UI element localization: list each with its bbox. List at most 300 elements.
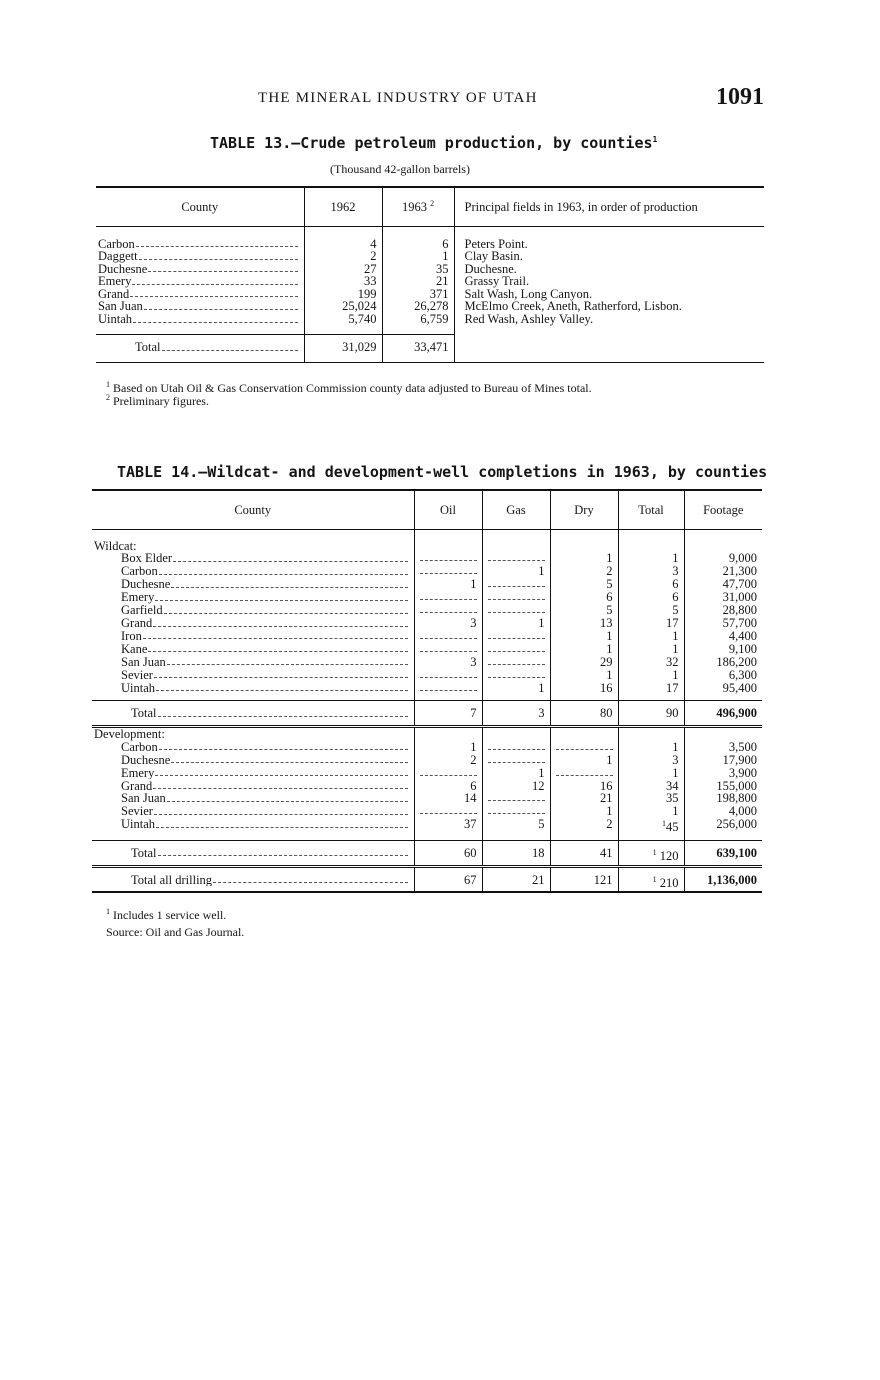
t14-total-value: 17 bbox=[666, 680, 679, 695]
t14-dry bbox=[550, 818, 618, 834]
t14-county bbox=[92, 656, 414, 669]
t14-gas bbox=[482, 818, 550, 834]
t14-county-leader bbox=[97, 818, 409, 831]
t14-header-dry: Dry bbox=[550, 490, 618, 530]
t14-county-leader bbox=[97, 643, 409, 656]
t14-wildcat-total-label-leader bbox=[97, 707, 409, 720]
t14-wildcat-total-gas: 3 bbox=[482, 701, 550, 727]
t14-oil-dash bbox=[420, 630, 477, 639]
t14-wildcat-total-total bbox=[618, 701, 684, 727]
t14-development-total-label bbox=[92, 840, 414, 866]
t14-county bbox=[92, 792, 414, 805]
t14-county-leader bbox=[97, 669, 409, 682]
t13-row bbox=[96, 250, 764, 263]
t14-oil-dash bbox=[420, 591, 477, 600]
t14-oil bbox=[414, 754, 482, 767]
t13-county-text: Duchesne bbox=[98, 262, 148, 276]
t13-spacer-cell bbox=[304, 326, 382, 335]
t14-county-leader bbox=[97, 565, 409, 578]
t13-1962 bbox=[304, 313, 382, 326]
t14-gas-value: 5 bbox=[538, 817, 545, 832]
t14-total-value: 35 bbox=[666, 791, 679, 806]
t14-footage: 4,400 bbox=[728, 628, 757, 643]
table13-title: TABLE 13.—Crude petroleum production, by counties$^1$ bbox=[210, 134, 658, 152]
t14-gas bbox=[482, 630, 550, 643]
t14-gas-dash bbox=[488, 754, 545, 763]
t14-row bbox=[92, 630, 762, 643]
t14-gas-dash bbox=[488, 792, 545, 801]
t14-row bbox=[92, 578, 762, 591]
t14-oil-dash bbox=[420, 643, 477, 652]
t14-gas bbox=[482, 780, 550, 793]
t14-footage: 95,400 bbox=[722, 680, 757, 695]
t13-fields: Peters Point. bbox=[464, 236, 528, 251]
table13 bbox=[96, 186, 764, 363]
t14-dry-value: 2 bbox=[606, 817, 613, 832]
t13-county-dots bbox=[132, 284, 297, 285]
t14-header-county: County bbox=[92, 490, 414, 530]
t13-county-text: Grand bbox=[98, 287, 130, 301]
t14-oil-value: 3 bbox=[470, 654, 477, 669]
t13-county-text: Carbon bbox=[98, 237, 135, 251]
t14-header-footage: Footage bbox=[703, 502, 744, 517]
t14-gas-value: 1 bbox=[538, 680, 545, 695]
t14-development-total-total-value: 120 bbox=[659, 848, 679, 863]
t14-section-label: Development: bbox=[92, 727, 414, 741]
t14-source: Source: Oil and Gas Journal. bbox=[106, 925, 245, 939]
t14-dry bbox=[550, 754, 618, 767]
t14-header-oil: Oil bbox=[414, 490, 482, 530]
t14-county-text: Duchesne bbox=[121, 753, 171, 767]
t14-county-text: Sevier bbox=[121, 668, 153, 682]
t14-development-total-gas: 18 bbox=[482, 840, 550, 866]
t13-county-leader bbox=[98, 275, 299, 288]
t14-county-dots bbox=[167, 801, 408, 802]
t14-spacer-cell bbox=[414, 530, 482, 540]
t14-development-total-footage: 639,100 bbox=[684, 840, 762, 866]
t14-footnote: $^1$ Includes 1 service well. bbox=[106, 907, 227, 922]
t13-total-row bbox=[96, 335, 764, 363]
t14-county-dots bbox=[156, 690, 407, 691]
t14-dry-value: 6 bbox=[606, 590, 613, 605]
t13-spacer-cell bbox=[96, 326, 304, 335]
t14-oil-dash bbox=[420, 552, 477, 561]
t14-spacer-cell bbox=[550, 530, 618, 540]
t14-county bbox=[92, 578, 414, 591]
t13-1962-value: 199 bbox=[357, 286, 377, 301]
t14-county-dots bbox=[153, 626, 407, 627]
t14-county-dots bbox=[143, 638, 408, 639]
t14-oil-value: 2 bbox=[470, 752, 477, 767]
t14-grand-total-oil: 67 bbox=[414, 866, 482, 892]
t14-dry-value: 16 bbox=[600, 778, 613, 793]
t14-county-dots bbox=[153, 788, 407, 789]
t13-county-text: Emery bbox=[98, 275, 132, 288]
t14-county-dots bbox=[156, 827, 407, 828]
t14-gas-dash bbox=[488, 805, 545, 814]
t14-oil-value: 1 bbox=[470, 739, 477, 754]
t14-gas-dash bbox=[488, 669, 545, 678]
t14-oil-value: 3 bbox=[470, 616, 477, 631]
t14-grand-total-label-text: Total all drilling bbox=[131, 873, 213, 887]
t13-county bbox=[96, 238, 304, 251]
t14-dry-value: 1 bbox=[606, 752, 613, 767]
t14-total-value: 6 bbox=[672, 577, 679, 592]
t14-footage: 57,700 bbox=[722, 616, 757, 631]
t14-total-value: 5 bbox=[672, 603, 679, 618]
t14-header-gas: Gas bbox=[482, 490, 550, 530]
t13-fields: Duchesne. bbox=[464, 261, 517, 276]
t14-gas-value: 1 bbox=[538, 564, 545, 579]
t14-county bbox=[92, 565, 414, 578]
t14-county-dots bbox=[155, 600, 407, 601]
t14-gas-value: 1 bbox=[538, 616, 545, 631]
t14-grand-total-footage: 1,136,000 bbox=[684, 866, 762, 892]
t14-dry-value: 1 bbox=[606, 667, 613, 682]
t14-development-total-label-leader bbox=[97, 847, 409, 860]
t14-dry-value: 21 bbox=[600, 791, 613, 806]
t14-row bbox=[92, 656, 762, 669]
running-header: THE MINERAL INDUSTRY OF UTAH bbox=[258, 90, 538, 106]
t13-1962-value: 4 bbox=[370, 236, 377, 251]
t14-oil-value: 14 bbox=[464, 791, 477, 806]
t14-total-value: 3 bbox=[672, 752, 679, 767]
t14-total-value: 32 bbox=[666, 654, 679, 669]
t13-county-leader bbox=[98, 300, 299, 313]
t14-footage: 6,300 bbox=[728, 667, 757, 682]
t14-row bbox=[92, 818, 762, 834]
t14-grand-total-label-dots bbox=[213, 882, 407, 883]
t14-gas bbox=[482, 656, 550, 669]
t14-county-dots bbox=[155, 775, 407, 776]
t14-wildcat-total-dry: 80 bbox=[550, 701, 618, 727]
t13-1962-value: 33 bbox=[364, 274, 377, 289]
t14-spacer-cell bbox=[684, 530, 762, 540]
t14-county bbox=[92, 741, 414, 754]
t13-fields: Red Wash, Ashley Valley. bbox=[464, 312, 594, 327]
t14-county-dots bbox=[159, 574, 408, 575]
t13-total-label-text: Total bbox=[135, 341, 161, 354]
t13-county bbox=[96, 288, 304, 301]
t13-1963-value: 35 bbox=[436, 261, 449, 276]
t13-fields: McElmo Creek, Aneth, Ratherford, Lisbon. bbox=[464, 299, 682, 314]
table14 bbox=[92, 489, 762, 893]
t13-total-label bbox=[96, 335, 304, 363]
t14-oil bbox=[414, 617, 482, 630]
t14-county-dots bbox=[159, 749, 408, 750]
t14-total-value: 6 bbox=[672, 590, 679, 605]
t14-dry-value: 16 bbox=[600, 680, 613, 695]
t13-spacer-cell bbox=[382, 326, 454, 335]
t14-county-text: San Juan bbox=[121, 792, 166, 805]
t14-gas bbox=[482, 565, 550, 578]
t14-total-value: 1 bbox=[672, 628, 679, 643]
t14-county-leader bbox=[97, 617, 409, 630]
t14-row bbox=[92, 780, 762, 793]
t14-oil-dash bbox=[420, 604, 477, 613]
t14-spacer-cell bbox=[92, 530, 414, 540]
t14-dry-dash bbox=[556, 767, 613, 776]
t13-total-label-dots bbox=[162, 350, 298, 351]
t14-county-leader bbox=[97, 578, 409, 591]
t14-county-leader bbox=[97, 552, 409, 565]
t13-1962-value: 25,024 bbox=[342, 299, 377, 314]
t14-county-text: Emery bbox=[121, 591, 155, 604]
t14-county-dots bbox=[154, 814, 408, 815]
t13-spacer-cell bbox=[454, 227, 764, 238]
t14-footage: 47,700 bbox=[722, 577, 757, 592]
t14-section-row bbox=[92, 540, 762, 553]
t14-gas-dash bbox=[488, 552, 545, 561]
t14-total-value: 1 bbox=[672, 765, 679, 780]
t14-wildcat-total-label-text: Total bbox=[131, 707, 157, 720]
t13-county-dots bbox=[139, 259, 298, 260]
t14-wildcat-total-label bbox=[92, 701, 414, 727]
t13-header-county: County bbox=[96, 187, 304, 227]
t13-county bbox=[96, 275, 304, 288]
t14-county-text: Emery bbox=[121, 766, 155, 780]
t14-total bbox=[618, 682, 684, 695]
t14-row bbox=[92, 591, 762, 604]
t14-footage: 198,800 bbox=[716, 791, 757, 806]
t14-gas-dash bbox=[488, 578, 545, 587]
t14-gas bbox=[482, 792, 550, 805]
t13-county-dots bbox=[148, 271, 297, 272]
t13-header-1962: 1962 bbox=[304, 187, 382, 227]
t14-grand-total-total-value: 210 bbox=[659, 875, 679, 890]
t14-total bbox=[618, 818, 684, 834]
t13-total-1963: 33,471 bbox=[382, 335, 454, 363]
t13-header-1963: 1963 $^2$ bbox=[382, 187, 454, 227]
t13-county-text: San Juan bbox=[98, 300, 143, 314]
t13-header-fields: Principal fields in 1963, in order of production bbox=[464, 199, 698, 214]
t14-county-leader bbox=[97, 767, 409, 780]
t14-footage: 155,000 bbox=[716, 778, 757, 793]
t14-dry-value: 1 bbox=[606, 628, 613, 643]
t13-row bbox=[96, 313, 764, 326]
t14-total-value: 1 bbox=[672, 739, 679, 754]
t14-total-value: 1 bbox=[672, 804, 679, 819]
t14-oil-dash bbox=[420, 767, 477, 776]
t14-gas-dash bbox=[488, 604, 545, 613]
t14-county-dots bbox=[167, 664, 408, 665]
t14-county-text: Garfield bbox=[121, 604, 163, 617]
t14-row bbox=[92, 754, 762, 767]
t14-footage: 9,100 bbox=[728, 641, 757, 656]
t14-wildcat-total-total-value: 90 bbox=[666, 706, 679, 721]
t13-fields: Salt Wash, Long Canyon. bbox=[464, 286, 593, 301]
t13-1963-value: 21 bbox=[436, 274, 449, 289]
t14-total bbox=[618, 805, 684, 818]
t14-row bbox=[92, 792, 762, 805]
t14-dry-value: 1 bbox=[606, 641, 613, 656]
t14-header-total: Total bbox=[618, 490, 684, 530]
t14-oil bbox=[414, 656, 482, 669]
t14-dry-value: 13 bbox=[600, 616, 613, 631]
t13-county bbox=[96, 300, 304, 313]
t14-county-text: Carbon bbox=[121, 565, 158, 578]
t14-gas-dash bbox=[488, 643, 545, 652]
t14-county-leader bbox=[97, 656, 409, 669]
t14-section-cell bbox=[482, 727, 550, 741]
t13-total-1962: 31,029 bbox=[304, 335, 382, 363]
t14-development-total-dry: 41 bbox=[550, 840, 618, 866]
t13-1963-value: 26,278 bbox=[414, 299, 449, 314]
t14-footage: 3,900 bbox=[728, 765, 757, 780]
t13-1963-value: 1 bbox=[442, 249, 449, 264]
t13-spacer-cell bbox=[96, 227, 304, 238]
t14-county-dots bbox=[171, 587, 407, 588]
t14-county bbox=[92, 805, 414, 818]
t14-gas bbox=[482, 578, 550, 591]
t14-grand-total-gas: 21 bbox=[482, 866, 550, 892]
t14-oil-value: 6 bbox=[470, 778, 477, 793]
t14-oil bbox=[414, 682, 482, 695]
t14-section-cell bbox=[618, 727, 684, 741]
t14-county-text: Carbon bbox=[121, 740, 158, 754]
t14-total-value: 34 bbox=[666, 778, 679, 793]
t14-dry-value: 5 bbox=[606, 603, 613, 618]
t14-footage: 31,000 bbox=[722, 590, 757, 605]
t14-total-value: 1 bbox=[672, 551, 679, 566]
t14-grand-total-dry: 121 bbox=[550, 866, 618, 892]
t13-fields: Grassy Trail. bbox=[464, 274, 530, 289]
t14-dry-value: 1 bbox=[606, 804, 613, 819]
t14-footage: 28,800 bbox=[722, 603, 757, 618]
t13-county bbox=[96, 250, 304, 263]
t14-footage: 17,900 bbox=[722, 752, 757, 767]
t14-county-text: Uintah bbox=[121, 818, 156, 831]
t13-1963 bbox=[382, 313, 454, 326]
t13-1963-value: 6,759 bbox=[420, 312, 449, 327]
t14-development-total-total-note: 1 bbox=[652, 847, 657, 857]
t14-county bbox=[92, 754, 414, 767]
t14-county-dots bbox=[148, 651, 407, 652]
t14-county-text: Iron bbox=[121, 629, 142, 643]
t14-grand-total-label bbox=[92, 866, 414, 892]
table13-subtitle: (Thousand 42-gallon barrels) bbox=[330, 162, 470, 176]
t14-row bbox=[92, 682, 762, 695]
t13-footnote-1: $^1$ Based on Utah Oil & Gas Conservation Commission county data adjusted to Bureau of Mines total. bbox=[106, 380, 592, 395]
t14-oil-dash bbox=[420, 805, 477, 814]
t13-county bbox=[96, 263, 304, 276]
t14-development-total-oil: 60 bbox=[414, 840, 482, 866]
t14-oil-dash bbox=[420, 669, 477, 678]
t14-section-cell bbox=[684, 727, 762, 741]
t14-county-dots bbox=[173, 561, 407, 562]
t14-oil-value: 37 bbox=[464, 817, 477, 832]
t14-county-text: Grand bbox=[121, 779, 153, 793]
t14-gas-dash bbox=[488, 630, 545, 639]
t14-county-text: Kane bbox=[121, 642, 148, 656]
t14-county-text: Grand bbox=[121, 617, 153, 630]
t13-county-dots bbox=[133, 322, 297, 323]
t14-row bbox=[92, 643, 762, 656]
t14-gas bbox=[482, 591, 550, 604]
t13-total-label-leader bbox=[101, 341, 299, 354]
t13-footnote-2: $^2$ Preliminary figures. bbox=[106, 393, 209, 408]
t14-section-cell bbox=[414, 727, 482, 741]
t14-section-cell bbox=[482, 540, 550, 553]
t14-dry bbox=[550, 682, 618, 695]
t14-county-leader bbox=[97, 792, 409, 805]
t13-row bbox=[96, 238, 764, 251]
t14-county-text: Sevier bbox=[121, 805, 153, 818]
t14-county-text: Duchesne bbox=[121, 578, 171, 591]
t13-county-leader bbox=[98, 250, 299, 263]
t14-oil bbox=[414, 552, 482, 565]
t14-development-total-total bbox=[618, 840, 684, 866]
t14-row bbox=[92, 552, 762, 565]
t14-total-value: 1 bbox=[672, 667, 679, 682]
t14-dry-value: 1 bbox=[606, 551, 613, 566]
t14-oil-dash bbox=[420, 682, 477, 691]
t14-wildcat-total bbox=[92, 701, 762, 727]
t14-county-leader bbox=[97, 754, 409, 767]
t14-county-leader bbox=[97, 780, 409, 793]
t14-oil bbox=[414, 591, 482, 604]
t14-oil bbox=[414, 669, 482, 682]
t14-county bbox=[92, 630, 414, 643]
t13-county-text: Uintah bbox=[98, 313, 133, 326]
t14-footage: 256,000 bbox=[716, 817, 757, 832]
t14-gas bbox=[482, 643, 550, 656]
t13-county-dots bbox=[130, 296, 297, 297]
t14-development-total bbox=[92, 840, 762, 866]
t14-dry-value: 5 bbox=[606, 577, 613, 592]
page-number: 1091 bbox=[716, 84, 764, 110]
t14-county-dots bbox=[164, 613, 408, 614]
t13-spacer bbox=[96, 227, 764, 238]
t14-county-leader bbox=[97, 604, 409, 617]
t14-total-value: 45 bbox=[666, 820, 679, 835]
t13-county-leader bbox=[98, 238, 299, 251]
t14-county bbox=[92, 643, 414, 656]
t14-county-text: San Juan bbox=[121, 655, 166, 669]
t14-spacer-cell bbox=[482, 530, 550, 540]
t14-gas bbox=[482, 617, 550, 630]
t13-county-dots bbox=[136, 246, 298, 247]
t14-oil bbox=[414, 630, 482, 643]
t14-county-text: Box Elder bbox=[121, 552, 173, 565]
t14-footage: 186,200 bbox=[716, 654, 757, 669]
t14-footage: 4,000 bbox=[728, 804, 757, 819]
t14-row bbox=[92, 741, 762, 754]
t14-county-leader bbox=[97, 630, 409, 643]
t14-county bbox=[92, 780, 414, 793]
t14-gas-dash bbox=[488, 741, 545, 750]
t13-1962-value: 2 bbox=[370, 249, 377, 264]
t14-county bbox=[92, 669, 414, 682]
t14-county-dots bbox=[154, 677, 408, 678]
t14-wildcat-total-footage: 496,900 bbox=[684, 701, 762, 727]
t14-grand-total-total-note: 1 bbox=[652, 874, 657, 884]
t14-development-total-label-dots bbox=[158, 855, 408, 856]
t14-gas-dash bbox=[488, 656, 545, 665]
t14-county bbox=[92, 604, 414, 617]
t13-county-text: Daggett bbox=[98, 250, 138, 263]
t13-total-fields bbox=[454, 335, 764, 363]
t13-1962-value: 5,740 bbox=[348, 312, 377, 327]
t14-section-label: Wildcat: bbox=[92, 540, 414, 553]
t14-county bbox=[92, 682, 414, 695]
t14-grand-total-label-leader bbox=[97, 874, 409, 887]
t14-spacer-cell bbox=[618, 530, 684, 540]
t14-county-text: Uintah bbox=[121, 681, 156, 695]
t14-row bbox=[92, 604, 762, 617]
t14-county bbox=[92, 617, 414, 630]
t14-county-dots bbox=[171, 762, 407, 763]
